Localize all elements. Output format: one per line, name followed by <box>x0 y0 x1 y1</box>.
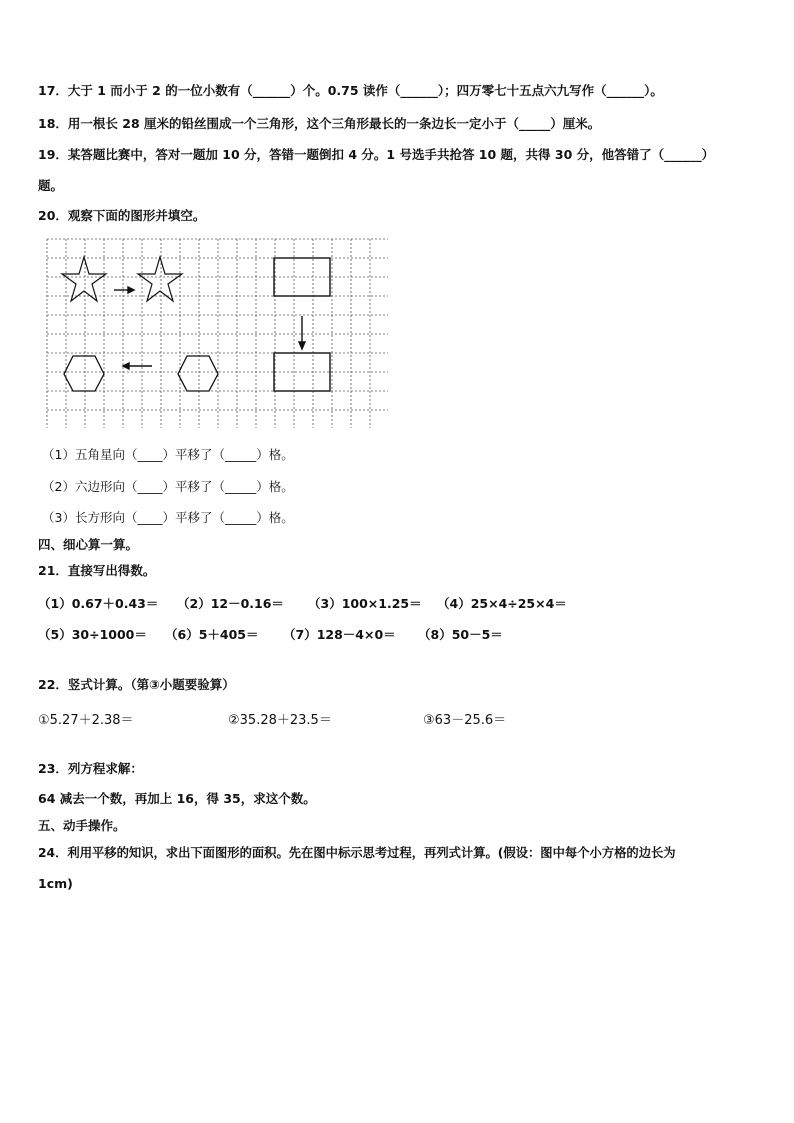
q22-item-2: ②35.28＋23.5＝ <box>228 713 332 728</box>
section-5-heading: 五、动手操作。 <box>38 818 126 833</box>
question-22: 22．竖式计算。（第③小题要验算） <box>38 677 235 692</box>
q21-item-4: （4）25×4÷25×4＝ <box>437 596 567 611</box>
question-18: 18．用一根长 28 厘米的铅丝围成一个三角形，这个三角形最长的一条边长一定小于（_____）厘米。 <box>38 116 601 131</box>
question-19-line2: 题。 <box>38 178 64 193</box>
rectangle-moved <box>274 353 330 391</box>
question-17: 17．大于 1 而小于 2 的一位小数有（______）个。0.75 读作（______）；四万零七十五点六九写作（______）。 <box>38 83 663 98</box>
q22-item-1: ①5.27＋2.38＝ <box>38 713 134 728</box>
question-21: 21．直接写出得数。 <box>38 563 156 578</box>
star-moved-icon <box>138 257 182 301</box>
hexagon-moved-icon <box>64 356 104 391</box>
translation-grid-figure <box>46 238 388 428</box>
q21-item-2: （2）12－0.16＝ <box>177 596 284 611</box>
q21-item-5: （5）30÷1000＝ <box>38 627 147 642</box>
question-19-line1: 19．某答题比赛中，答对一题加 10 分，答错一题倒扣 4 分。1 号选手共抢答 10 题，共得 30 分，他答错了（______） <box>38 147 715 162</box>
arrow-left-icon <box>123 363 152 369</box>
arrow-down-icon <box>299 316 305 349</box>
question-23-text: 64 减去一个数，再加上 16，得 35，求这个数。 <box>38 791 316 806</box>
question-20-blank-3: （3）长方形向（____）平移了（_____）格。 <box>42 510 294 525</box>
section-4-heading: 四、细心算一算。 <box>38 537 139 552</box>
question-20: 20．观察下面的图形并填空。 <box>38 208 206 223</box>
arrow-right-icon <box>114 287 134 293</box>
question-20-blank-1: （1）五角星向（____）平移了（_____）格。 <box>42 447 294 462</box>
q21-item-7: （7）128－4×0＝ <box>283 627 396 642</box>
question-20-blank-2: （2）六边形向（____）平移了（_____）格。 <box>42 479 294 494</box>
hexagon-original-icon <box>178 356 218 391</box>
q21-item-1: （1）0.67＋0.43＝ <box>38 596 159 611</box>
q22-item-3: ③63－25.6＝ <box>423 713 507 728</box>
q21-item-3: （3）100×1.25＝ <box>308 596 422 611</box>
grid-lines <box>47 239 388 428</box>
question-23: 23．列方程求解： <box>38 761 143 776</box>
star-original-icon <box>62 257 106 301</box>
rectangle-original <box>274 258 330 296</box>
q21-item-6: （6）5＋405＝ <box>165 627 259 642</box>
question-24-line1: 24．利用平移的知识，求出下面图形的面积。先在图中标示思考过程，再列式计算。(假设：图中每个小方格的边长为 <box>38 846 676 860</box>
question-24-line2: 1cm) <box>38 876 73 891</box>
q21-item-8: （8）50－5＝ <box>418 627 503 642</box>
